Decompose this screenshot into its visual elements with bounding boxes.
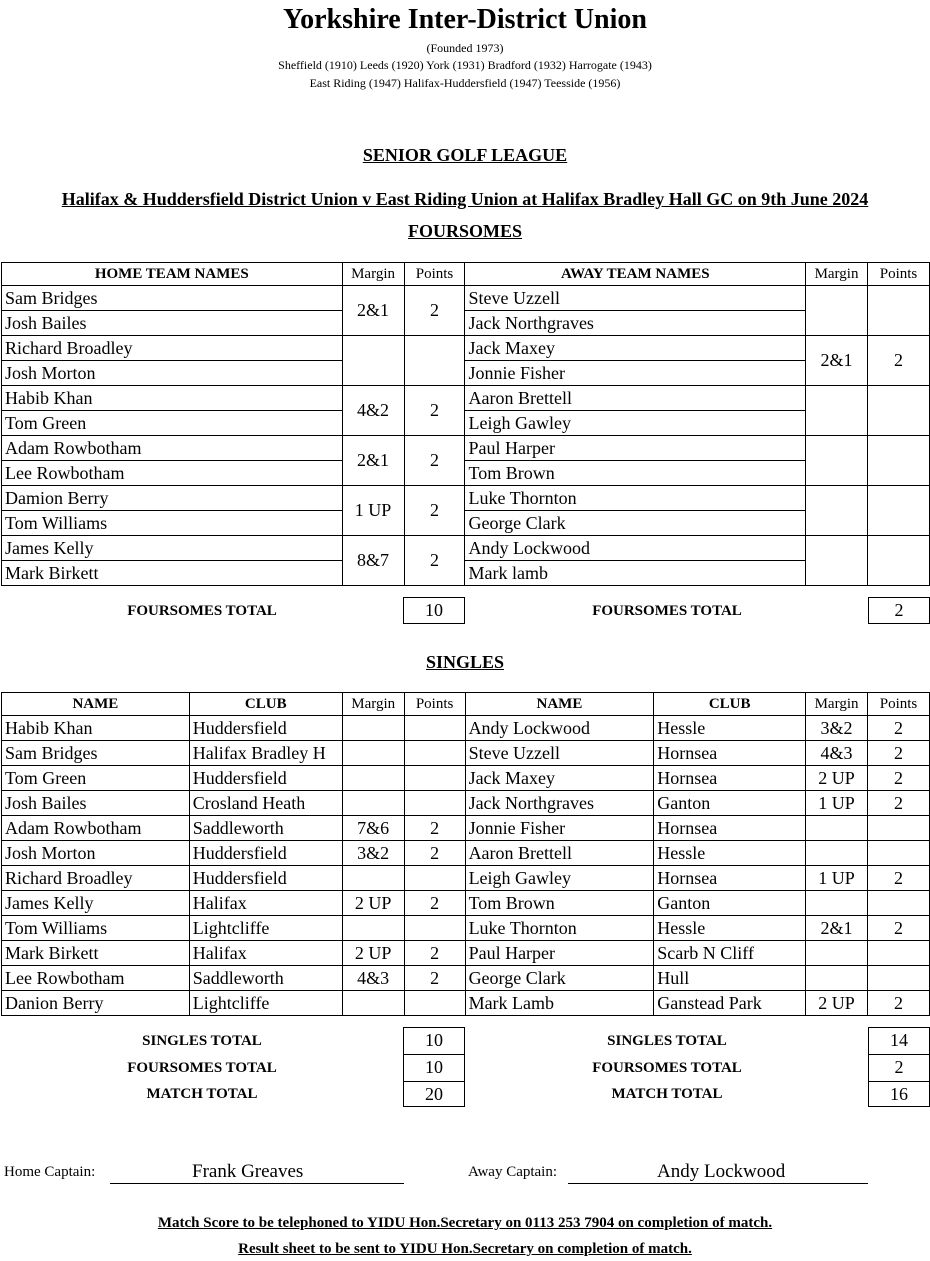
home-club: Crosland Heath xyxy=(189,791,342,816)
away-club: Hornsea xyxy=(654,866,806,891)
singles-heading: SINGLES xyxy=(425,652,505,672)
col-home-margin: Margin xyxy=(342,693,404,716)
away-name: Steve Uzzell xyxy=(465,741,654,766)
away-name: Jack Northgraves xyxy=(465,791,654,816)
away-points xyxy=(868,841,930,866)
home-points: 2 xyxy=(404,841,465,866)
away-club: Hull xyxy=(654,966,806,991)
col-away-club: CLUB xyxy=(654,693,806,716)
founded-note: (Founded 1973) xyxy=(426,41,504,55)
away-foursomes-total: 2 xyxy=(869,1055,929,1082)
singles-row xyxy=(2,741,930,766)
home-name: Lee Rowbotham xyxy=(2,966,190,991)
away-player-name: Mark lamb xyxy=(465,561,806,586)
singles-row xyxy=(2,816,930,841)
singles-row xyxy=(2,841,930,866)
foursomes-row xyxy=(2,461,930,486)
away-margin xyxy=(806,841,868,866)
home-points: 2 xyxy=(404,286,465,336)
home-margin xyxy=(342,916,404,941)
foursomes-total-label-away-2: FOURSOMES TOTAL xyxy=(592,1060,742,1076)
home-club: Huddersfield xyxy=(189,866,342,891)
home-margin: 2 UP xyxy=(342,891,404,916)
away-points: 2 xyxy=(868,916,930,941)
home-player-name: Sam Bridges xyxy=(2,286,343,311)
away-points: 2 xyxy=(868,991,930,1016)
away-margin: 2&1 xyxy=(806,916,868,941)
away-club: Scarb N Cliff xyxy=(654,941,806,966)
col-home-club: CLUB xyxy=(189,693,342,716)
away-margin: 1 UP xyxy=(806,866,868,891)
col-away-name: NAME xyxy=(465,693,654,716)
home-margin xyxy=(342,741,404,766)
foursomes-row xyxy=(2,311,930,336)
singles-row xyxy=(2,866,930,891)
away-points xyxy=(868,486,930,536)
col-points: Points xyxy=(868,263,930,286)
away-match-total: 16 xyxy=(890,1084,908,1104)
singles-row xyxy=(2,791,930,816)
home-margin: 8&7 xyxy=(342,536,404,586)
away-captain-name: Andy Lockwood xyxy=(657,1161,786,1182)
away-club: Ganton xyxy=(654,891,806,916)
away-name: Paul Harper xyxy=(465,941,654,966)
foursomes-body xyxy=(2,286,930,586)
away-player-name: Jonnie Fisher xyxy=(465,361,806,386)
home-margin: 4&2 xyxy=(342,386,404,436)
home-captain-line xyxy=(110,1183,404,1184)
home-club: Halifax Bradley H xyxy=(189,741,342,766)
fixture-title: Halifax & Huddersfield District Union v East Riding Union at Halifax Bradley Hall GC on 9th June 2024 xyxy=(61,189,869,209)
away-margin xyxy=(806,816,868,841)
away-name: Jack Maxey xyxy=(465,766,654,791)
away-name: Aaron Brettell xyxy=(465,841,654,866)
home-player-name: Tom Green xyxy=(2,411,343,436)
home-name: Josh Bailes xyxy=(2,791,190,816)
home-club: Huddersfield xyxy=(189,766,342,791)
home-foursomes-total: 10 xyxy=(404,1055,464,1082)
home-name: Mark Birkett xyxy=(2,941,190,966)
match-total-label-home: MATCH TOTAL xyxy=(146,1086,258,1102)
home-name: James Kelly xyxy=(2,891,190,916)
home-name: Adam Rowbotham xyxy=(2,816,190,841)
sheet-note: Result sheet to be sent to YIDU Hon.Secretary on completion of match. xyxy=(238,1241,692,1257)
home-name: Habib Khan xyxy=(2,716,190,741)
foursomes-total-away: 2 xyxy=(868,597,930,624)
home-club: Halifax xyxy=(189,941,342,966)
home-player-name: Mark Birkett xyxy=(2,561,343,586)
away-margin: 3&2 xyxy=(806,716,868,741)
away-points xyxy=(868,436,930,486)
col-away-team-names: AWAY TEAM NAMES xyxy=(465,263,806,286)
foursomes-row xyxy=(2,336,930,361)
home-points xyxy=(404,336,465,386)
home-club: Saddleworth xyxy=(189,816,342,841)
home-margin xyxy=(342,716,404,741)
home-match-total: 20 xyxy=(425,1084,443,1104)
away-margin: 2 UP xyxy=(806,991,868,1016)
away-player-name: Andy Lockwood xyxy=(465,536,806,561)
home-player-name: Adam Rowbotham xyxy=(2,436,343,461)
home-points: 2 xyxy=(404,966,465,991)
page-title: Yorkshire Inter-District Union xyxy=(283,4,647,35)
home-margin xyxy=(342,991,404,1016)
phone-note: Match Score to be telephoned to YIDU Hon.Secretary on 0113 253 7904 on completion of match. xyxy=(157,1215,773,1231)
home-club: Lightcliffe xyxy=(189,991,342,1016)
home-club: Huddersfield xyxy=(189,841,342,866)
away-captain-line xyxy=(568,1183,868,1184)
away-margin xyxy=(806,486,868,536)
foursomes-row xyxy=(2,561,930,586)
home-margin: 7&6 xyxy=(342,816,404,841)
away-points: 2 xyxy=(868,741,930,766)
districts-line-2: East Riding (1947) Halifax-Huddersfield (1947) Teesside (1956) xyxy=(309,76,621,90)
foursomes-total-home: 10 xyxy=(403,597,465,624)
col-home-team-names: HOME TEAM NAMES xyxy=(2,263,343,286)
away-player-name: Luke Thornton xyxy=(465,486,806,511)
away-margin: 4&3 xyxy=(806,741,868,766)
home-player-name: Richard Broadley xyxy=(2,336,343,361)
foursomes-row xyxy=(2,286,930,311)
foursomes-row xyxy=(2,411,930,436)
away-points xyxy=(868,966,930,991)
home-points xyxy=(404,716,465,741)
home-player-name: Tom Williams xyxy=(2,511,343,536)
foursomes-row xyxy=(2,536,930,561)
away-player-name: Jack Maxey xyxy=(465,336,806,361)
foursomes-table xyxy=(1,262,930,586)
singles-row xyxy=(2,941,930,966)
singles-row xyxy=(2,766,930,791)
away-club: Hornsea xyxy=(654,816,806,841)
away-points: 2 xyxy=(868,336,930,386)
away-margin: 1 UP xyxy=(806,791,868,816)
home-points: 2 xyxy=(404,486,465,536)
away-name: George Clark xyxy=(465,966,654,991)
away-totals-box xyxy=(868,1027,930,1107)
singles-row xyxy=(2,891,930,916)
col-away-points: Points xyxy=(868,693,930,716)
col-margin: Margin xyxy=(806,263,868,286)
home-captain-name: Frank Greaves xyxy=(192,1161,304,1182)
away-player-name: Leigh Gawley xyxy=(465,411,806,436)
home-name: Richard Broadley xyxy=(2,866,190,891)
away-name: Mark Lamb xyxy=(465,991,654,1016)
away-points xyxy=(868,386,930,436)
away-player-name: Jack Northgraves xyxy=(465,311,806,336)
away-margin xyxy=(806,966,868,991)
col-points: Points xyxy=(404,263,465,286)
home-margin: 2 UP xyxy=(342,941,404,966)
away-captain-label: Away Captain: xyxy=(468,1164,558,1180)
away-club: Hessle xyxy=(654,841,806,866)
home-totals-box xyxy=(403,1027,465,1107)
districts-line-1: Sheffield (1910) Leeds (1920) York (1931) Bradford (1932) Harrogate (1943) xyxy=(278,58,652,72)
home-margin: 4&3 xyxy=(342,966,404,991)
foursomes-row xyxy=(2,361,930,386)
away-points: 2 xyxy=(868,791,930,816)
singles-total-label-away: SINGLES TOTAL xyxy=(607,1033,727,1049)
away-points xyxy=(868,536,930,586)
home-club: Saddleworth xyxy=(189,966,342,991)
away-margin xyxy=(806,286,868,336)
away-player-name: Steve Uzzell xyxy=(465,286,806,311)
home-name: Tom Williams xyxy=(2,916,190,941)
col-home-name: NAME xyxy=(2,693,190,716)
away-points: 2 xyxy=(868,866,930,891)
col-away-margin: Margin xyxy=(806,693,868,716)
home-margin xyxy=(342,866,404,891)
home-club: Huddersfield xyxy=(189,716,342,741)
home-player-name: Josh Morton xyxy=(2,361,343,386)
away-points xyxy=(868,891,930,916)
home-margin: 3&2 xyxy=(342,841,404,866)
away-club: Hornsea xyxy=(654,741,806,766)
home-singles-total: 10 xyxy=(404,1028,464,1055)
singles-row xyxy=(2,991,930,1016)
home-player-name: James Kelly xyxy=(2,536,343,561)
away-club: Ganstead Park xyxy=(654,991,806,1016)
home-club: Lightcliffe xyxy=(189,916,342,941)
home-points: 2 xyxy=(404,436,465,486)
home-margin xyxy=(342,791,404,816)
away-points: 2 xyxy=(868,716,930,741)
home-margin xyxy=(342,336,404,386)
foursomes-total-label-away: FOURSOMES TOTAL xyxy=(592,603,742,619)
away-club: Ganton xyxy=(654,791,806,816)
home-name: Tom Green xyxy=(2,766,190,791)
home-margin xyxy=(342,766,404,791)
away-name: Jonnie Fisher xyxy=(465,816,654,841)
league-title: SENIOR GOLF LEAGUE xyxy=(362,145,568,165)
away-margin xyxy=(806,436,868,486)
home-captain-label: Home Captain: xyxy=(4,1164,96,1180)
home-player-name: Lee Rowbotham xyxy=(2,461,343,486)
away-margin xyxy=(806,941,868,966)
home-points xyxy=(404,916,465,941)
foursomes-total-label-home: FOURSOMES TOTAL xyxy=(127,603,277,619)
foursomes-heading: FOURSOMES xyxy=(407,221,522,241)
singles-body xyxy=(2,716,930,1016)
away-margin xyxy=(806,891,868,916)
home-points: 2 xyxy=(404,816,465,841)
home-points xyxy=(404,991,465,1016)
away-margin: 2&1 xyxy=(806,336,868,386)
home-points xyxy=(404,741,465,766)
home-name: Josh Morton xyxy=(2,841,190,866)
away-margin: 2 UP xyxy=(806,766,868,791)
away-points xyxy=(868,816,930,841)
away-club: Hornsea xyxy=(654,766,806,791)
home-player-name: Josh Bailes xyxy=(2,311,343,336)
home-margin: 2&1 xyxy=(342,436,404,486)
singles-row xyxy=(2,716,930,741)
home-points xyxy=(404,866,465,891)
home-name: Sam Bridges xyxy=(2,741,190,766)
away-player-name: Aaron Brettell xyxy=(465,386,806,411)
foursomes-row xyxy=(2,511,930,536)
singles-row xyxy=(2,966,930,991)
home-points: 2 xyxy=(404,386,465,436)
home-margin: 1 UP xyxy=(342,486,404,536)
col-home-points: Points xyxy=(404,693,465,716)
away-player-name: George Clark xyxy=(465,511,806,536)
away-name: Luke Thornton xyxy=(465,916,654,941)
col-margin: Margin xyxy=(342,263,404,286)
home-points: 2 xyxy=(404,536,465,586)
away-singles-total: 14 xyxy=(869,1028,929,1055)
away-points xyxy=(868,941,930,966)
home-points xyxy=(404,791,465,816)
away-club: Hessle xyxy=(654,916,806,941)
away-points: 2 xyxy=(868,766,930,791)
singles-row xyxy=(2,916,930,941)
home-player-name: Habib Khan xyxy=(2,386,343,411)
home-name: Danion Berry xyxy=(2,991,190,1016)
away-points xyxy=(868,286,930,336)
away-club: Hessle xyxy=(654,716,806,741)
home-margin: 2&1 xyxy=(342,286,404,336)
foursomes-row xyxy=(2,486,930,511)
away-player-name: Tom Brown xyxy=(465,461,806,486)
match-total-label-away: MATCH TOTAL xyxy=(611,1086,723,1102)
away-name: Tom Brown xyxy=(465,891,654,916)
away-player-name: Paul Harper xyxy=(465,436,806,461)
away-name: Andy Lockwood xyxy=(465,716,654,741)
home-club: Halifax xyxy=(189,891,342,916)
away-margin xyxy=(806,536,868,586)
home-points: 2 xyxy=(404,941,465,966)
home-points: 2 xyxy=(404,891,465,916)
home-player-name: Damion Berry xyxy=(2,486,343,511)
foursomes-total-label-home-2: FOURSOMES TOTAL xyxy=(127,1060,277,1076)
away-margin xyxy=(806,386,868,436)
singles-total-label-home: SINGLES TOTAL xyxy=(142,1033,262,1049)
home-points xyxy=(404,766,465,791)
singles-table xyxy=(1,692,930,1016)
away-name: Leigh Gawley xyxy=(465,866,654,891)
foursomes-row xyxy=(2,436,930,461)
foursomes-row xyxy=(2,386,930,411)
